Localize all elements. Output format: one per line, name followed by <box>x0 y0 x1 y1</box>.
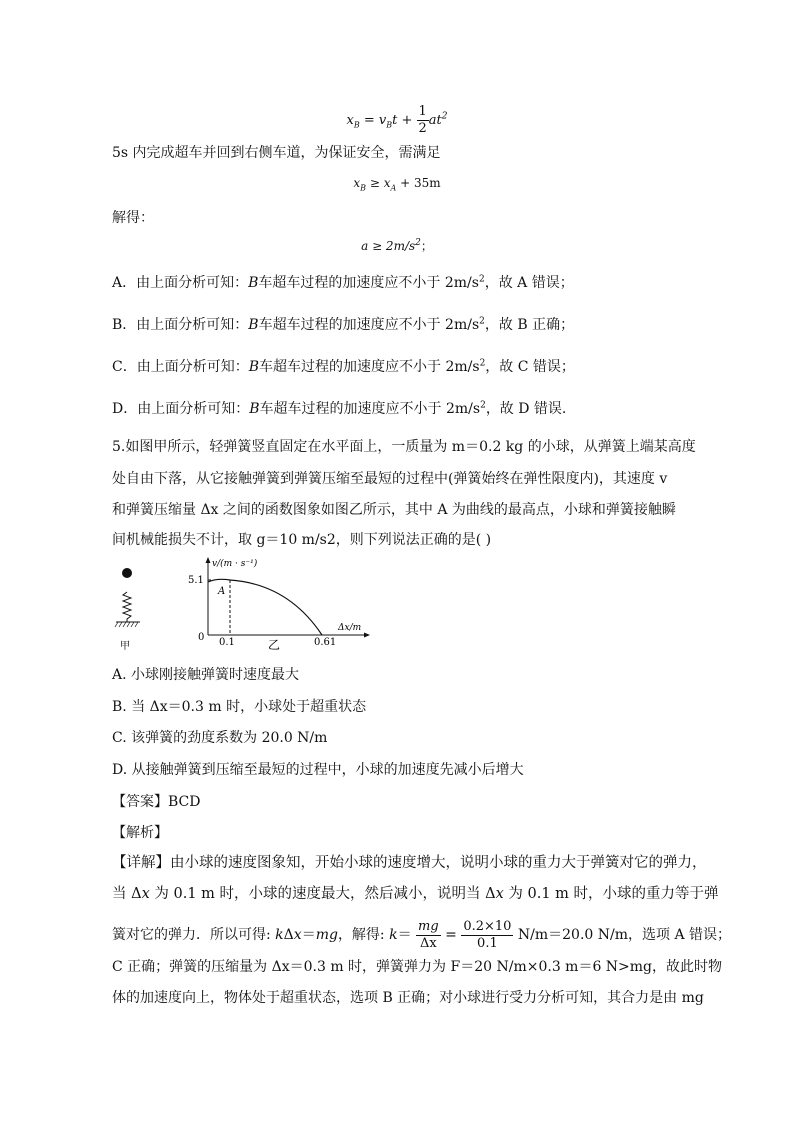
solve-label: 解得： <box>112 210 154 226</box>
analysis-title: 【解析】 <box>112 825 168 841</box>
fraction-value: $\frac{0.2\times 10}{0.1}$ <box>463 918 512 951</box>
equation-condition: $x_B \ge x_A + 35m$ <box>353 176 441 193</box>
q5-option-d: D. 从接触弹簧到压缩至最短的过程中，小球的加速度先减小后增大 <box>112 762 524 778</box>
label-yi: 乙 <box>268 638 281 652</box>
point-label-a: A <box>218 586 226 597</box>
q5-option-a: A. 小球刚接触弹簧时速度最大 <box>112 667 300 683</box>
q5-line-1: 5.如图甲所示，轻弹簧竖直固定在水平面上，一质量为 m＝0.2 kg 的小球，从弹簧上端某高度 <box>112 439 696 455</box>
x-tick-0-1: 0.1 <box>219 637 235 648</box>
detail-line-2: 当 Δx 为 0.1 m 时，小球的速度最大，然后减小，说明当 Δx 为 0.1 m 时，小球的重力等于弹 <box>112 886 719 902</box>
q5-line-2: 处自由下落，从它接触弹簧到弹簧压缩至最短的过程中(弹簧始终在弹性限度内)，其速度 v <box>112 471 668 487</box>
figure-spring-graph <box>108 556 378 656</box>
ground-hatch <box>115 622 138 627</box>
detail-line-5: 体的加速度向上，物体处于超重状态，选项 B 正确；对小球进行受力分析可知，其合力是由 mg <box>112 990 704 1006</box>
ball-icon <box>122 568 132 578</box>
detail-line-3: 簧对它的弹力．所以可得: kΔx＝mg，解得: k＝ $\frac{mg}{\Delta x}$ = $\frac{0.2\times 10}{0.1}$ N/m＝20.0 N/m，选项 A 错误； <box>112 918 732 951</box>
text-5s-condition: 5s 内完成超车并回到右侧车道，为保证安全，需满足 <box>112 145 441 161</box>
q5-option-b: B. 当 Δx＝0.3 m 时，小球处于超重状态 <box>112 699 367 715</box>
x-axis-arrow <box>364 633 370 638</box>
detail-line-4: C 正确；弹簧的压缩量为 Δx＝0.3 m 时，弹簧弹力为 F＝20 N/m×0.3 m＝6 N>mg，故此时物 <box>112 959 723 975</box>
fraction-mg-dx: $\frac{mg}{\Delta x}$ <box>418 918 439 951</box>
detail-line-1: 【详解】由小球的速度图象知，开始小球的速度增大，说明小球的重力大于弹簧对它的弹力， <box>112 855 707 871</box>
q5-option-c: C. 该弹簧的劲度系数为 20.0 N/m <box>112 730 328 746</box>
prev-option-d: D．由上面分析可知：B车超车过程的加速度应不小于 $2m/s^2$，故 D 错误. <box>112 400 567 417</box>
q5-line-3: 和弹簧压缩量 Δx 之间的函数图象如图乙所示，其中 A 为曲线的最高点，小球和弹簧接触瞬 <box>112 502 676 518</box>
origin-label: 0 <box>198 632 205 643</box>
x-tick-0-61: 0.61 <box>314 637 337 648</box>
prev-option-b: B．由上面分析可知：B车超车过程的加速度应不小于 $2m/s^2$，故 B 正确； <box>112 316 575 333</box>
fraction-half: $\frac{1}{2}$ <box>418 104 427 136</box>
y-axis-arrow <box>206 557 211 563</box>
x-axis-label: Δx/m <box>338 623 362 633</box>
spring-icon <box>123 592 131 622</box>
y-tick-5-1: 5.1 <box>188 575 204 586</box>
y-axis-label: v/(m · s⁻¹) <box>212 559 258 569</box>
prev-option-c: C．由上面分析可知：B车超车过程的加速度应不小于 $2m/s^2$，故 C 错误； <box>112 358 575 375</box>
equation-xb: $x_B = v_Bt$ + $\frac{1}{2}$ $at^2$ <box>346 104 448 136</box>
label-jia: 甲 <box>120 641 130 652</box>
prev-option-a: A．由上面分析可知：B车超车过程的加速度应不小于 $2m/s^2$，故 A 错误； <box>112 274 574 291</box>
equation-a: $a \ge 2m/s^2$； <box>361 238 433 253</box>
q5-line-4: 间机械能损失不计，取 g＝10 m/s2，则下列说法正确的是( ) <box>112 532 492 548</box>
answer: 【答案】BCD <box>112 794 201 810</box>
